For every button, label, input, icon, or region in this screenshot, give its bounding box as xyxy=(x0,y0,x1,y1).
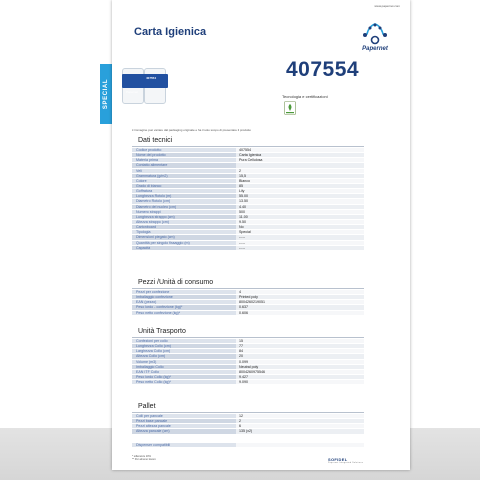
row-label: Peso lordo Collo (kg)* xyxy=(132,375,236,380)
section-dispensers xyxy=(132,442,364,448)
row-label: Cartonboard xyxy=(132,225,236,230)
row-value: 2 xyxy=(236,169,364,174)
row-value: 8004260975546 xyxy=(236,370,364,375)
row-label: Peso netto Collo (kg)* xyxy=(132,380,236,385)
row-value: 15 xyxy=(236,339,364,344)
row-value: Special xyxy=(236,230,364,235)
footnote-line: ** Per almeno lavoro xyxy=(132,458,156,462)
table-row xyxy=(132,380,364,385)
row-label: Numero strappi xyxy=(132,210,236,215)
row-label: Pezzi altezza pancale xyxy=(132,424,236,429)
section-rows xyxy=(132,148,364,251)
row-label: Grammatura (g/m2) xyxy=(132,174,236,179)
image-disclaimer: L'immagine può variare dal packaging originale e ha il solo scopo di presentare il prodotto xyxy=(132,128,251,132)
row-label: Dispenser compatibili xyxy=(132,443,236,448)
section-consumer-units xyxy=(132,279,364,316)
row-value: 20 xyxy=(236,354,364,359)
row-value: 11.00 xyxy=(236,215,364,220)
tech-cert-label: Tecnologia e certificazioni xyxy=(282,94,328,99)
section-rows xyxy=(132,339,364,385)
row-label: Imballaggio Collo xyxy=(132,365,236,370)
row-label: Lunghezza Collo (cm) xyxy=(132,344,236,349)
row-label: Tipologia xyxy=(132,230,236,235)
row-label: Imballaggio confezione xyxy=(132,295,236,300)
row-value: No xyxy=(236,225,364,230)
row-value: 135 (x2) xyxy=(236,429,364,434)
row-value: 9.427 xyxy=(236,375,364,380)
row-label: Peso lordo - confezione (kg)* xyxy=(132,305,236,310)
row-label: Dimensioni piegato (cm) xyxy=(132,235,236,240)
row-value: 4 xyxy=(236,290,364,295)
row-value: ----- xyxy=(236,241,364,246)
row-value: Carta Igienica xyxy=(236,153,364,158)
row-value: ----- xyxy=(236,235,364,240)
row-value: 0.606 xyxy=(236,311,364,316)
table-row xyxy=(132,429,364,434)
product-sheet xyxy=(112,0,410,470)
product-code: 407554 xyxy=(286,58,360,81)
section-title: Pallet xyxy=(132,403,364,413)
table-row xyxy=(132,246,364,251)
section-pallet xyxy=(132,403,364,435)
row-label: EAN ITF Collo xyxy=(132,370,236,375)
row-value: 85 xyxy=(236,184,364,189)
sofidel-logo xyxy=(328,457,363,464)
row-value: 0.637 xyxy=(236,305,364,310)
section-title: Pezzi /Unità di consumo xyxy=(132,279,364,289)
row-value: 407554 xyxy=(236,148,364,153)
row-value: 500 xyxy=(236,210,364,215)
row-value: 55.00 xyxy=(236,194,364,199)
row-value: 6 xyxy=(236,424,364,429)
section-technical-data xyxy=(132,137,364,251)
section-transport-unit xyxy=(132,328,364,385)
product-image xyxy=(120,66,170,106)
row-value: 0.099 xyxy=(236,360,364,365)
pack-brand: Papernet xyxy=(126,90,139,94)
row-label: Altezza pancale (cm) xyxy=(132,429,236,434)
row-value: 77 xyxy=(236,344,364,349)
row-value: 84 xyxy=(236,349,364,354)
row-value: 8004260219051 xyxy=(236,300,364,305)
page-title: Carta Igienica xyxy=(134,26,207,38)
row-label: Diametro del nucleo (cm) xyxy=(132,205,236,210)
section-rows xyxy=(132,443,364,448)
row-value: 2 xyxy=(236,419,364,424)
special-tab xyxy=(100,64,112,124)
row-label: Contatto alimentare xyxy=(132,163,236,168)
row-value: 12 xyxy=(236,414,364,419)
pack-label xyxy=(122,74,168,94)
row-value: Pura Cellulosa xyxy=(236,158,364,163)
brand-logo xyxy=(350,20,400,56)
row-value: 15,5 xyxy=(236,174,364,179)
row-label: Altezza Collo (cm) xyxy=(132,354,236,359)
row-label: Confezioni per collo xyxy=(132,339,236,344)
row-label: Veli xyxy=(132,169,236,174)
brand-name: Papernet xyxy=(362,46,388,52)
row-label: Capacità xyxy=(132,246,236,251)
row-label: Pezzi per confezione xyxy=(132,290,236,295)
special-tab-label: SPECIAL xyxy=(103,78,109,110)
website-url: www.papernet.com xyxy=(374,4,400,8)
row-label: Codice prodotto xyxy=(132,148,236,153)
row-label: Pezzi base pancale xyxy=(132,419,236,424)
row-label: Quantità per singolo fissaggio (m) xyxy=(132,241,236,246)
row-label: Larghezza Collo (cm) xyxy=(132,349,236,354)
row-value: Printed poly xyxy=(236,295,364,300)
section-rows xyxy=(132,290,364,316)
footnote-line: * tolleranza 10% xyxy=(132,455,151,458)
row-label: Lunghezza strappo (cm) xyxy=(132,215,236,220)
row-label: Peso netto confezione (kg)* xyxy=(132,311,236,316)
row-label: Materia prima xyxy=(132,158,236,163)
row-label: EAN (pezzo) xyxy=(132,300,236,305)
section-title: Dati tecnici xyxy=(132,137,364,147)
row-label: Altezza strappo (cm) xyxy=(132,220,236,225)
row-value: Neutral poly xyxy=(236,365,364,370)
row-label: Colore xyxy=(132,179,236,184)
row-label: Diametro Rotolo (cm) xyxy=(132,199,236,204)
row-value xyxy=(236,443,364,448)
row-label: Goffratura xyxy=(132,189,236,194)
sofidel-name: SOFIDEL xyxy=(328,457,348,462)
brand-swirl-icon xyxy=(358,20,392,46)
certification-leaf-icon xyxy=(284,101,296,115)
row-value: 4.40 xyxy=(236,205,364,210)
table-row xyxy=(132,311,364,316)
section-rows xyxy=(132,414,364,435)
footnote xyxy=(132,455,156,461)
row-value: Lily xyxy=(236,189,364,194)
sofidel-tagline: Papernet Integrated Solutions xyxy=(328,462,364,464)
pack-code: 407554 xyxy=(146,76,157,80)
table-row xyxy=(132,443,364,448)
row-value: 13.50 xyxy=(236,199,364,204)
row-value: 9.50 xyxy=(236,220,364,225)
row-label: Volume (m3) xyxy=(132,360,236,365)
row-label: Colli per pancale xyxy=(132,414,236,419)
row-label: Grado di bianco xyxy=(132,184,236,189)
row-label: Nome del prodotto xyxy=(132,153,236,158)
row-label: Lunghezza Rotolo (m) xyxy=(132,194,236,199)
row-value: Bianco xyxy=(236,179,364,184)
row-value: ----- xyxy=(236,246,364,251)
row-value: 9.090 xyxy=(236,380,364,385)
section-title: Unità Trasporto xyxy=(132,328,364,338)
